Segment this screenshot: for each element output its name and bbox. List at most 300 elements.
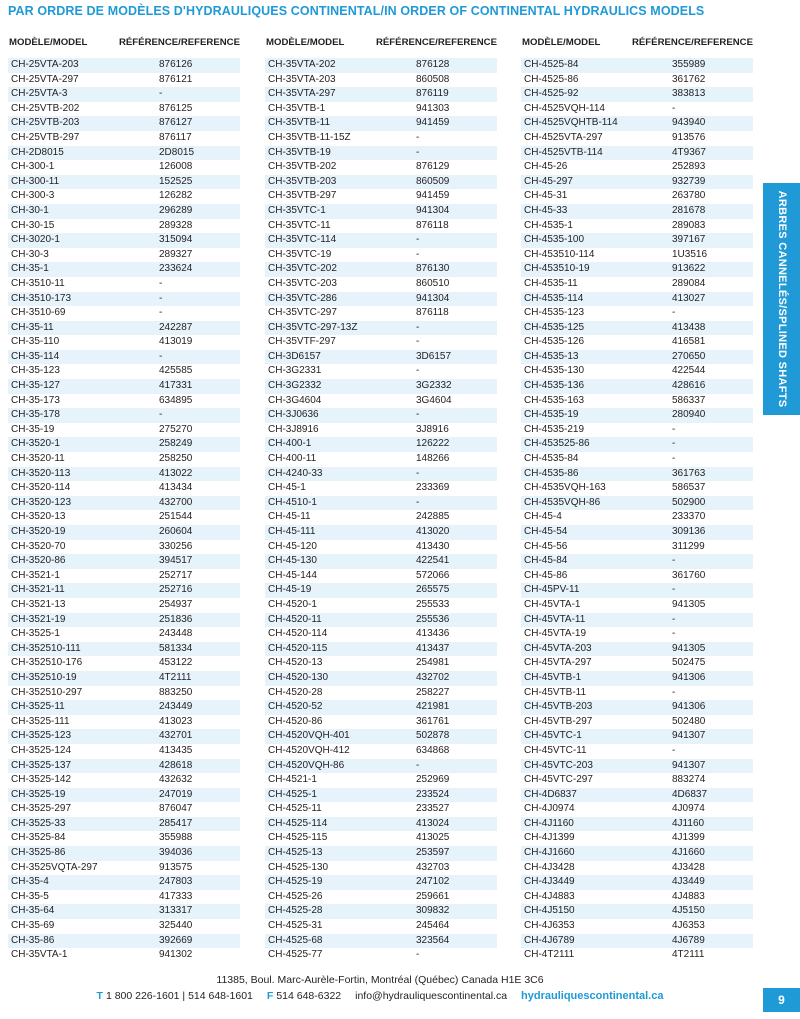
table-rows (521, 58, 753, 963)
reference-cell: 586537 (672, 482, 706, 494)
reference-cell: 432700 (159, 496, 193, 508)
model-cell: CH-453510-19 (524, 263, 590, 275)
model-cell: CH-45VTB-297 (524, 715, 593, 727)
footer-website[interactable]: hydrauliquescontinental.ca (521, 990, 664, 1002)
table-row (265, 437, 497, 452)
model-cell: CH-3510-173 (11, 292, 72, 304)
reference-cell: 254981 (416, 657, 450, 669)
table-row (265, 408, 497, 423)
reference-cell: 432702 (416, 671, 450, 683)
model-cell: CH-3525-124 (11, 744, 72, 756)
model-cell: CH-453510-114 (524, 248, 595, 260)
reference-cell: 255533 (416, 598, 450, 610)
model-cell: CH-45-11 (268, 511, 311, 523)
table-row (521, 262, 753, 277)
model-cell: CH-45-54 (524, 526, 568, 537)
reference-cell: 4J3428 (672, 861, 705, 873)
model-cell: CH-35-123 (11, 365, 60, 377)
reference-cell: 943940 (672, 117, 706, 129)
model-cell: CH-35VTC-114 (268, 234, 337, 246)
table-row (265, 116, 497, 131)
reference-cell: 258227 (416, 686, 450, 698)
reference-cell: 413434 (159, 482, 193, 494)
reference-cell: - (159, 307, 163, 319)
model-cell: CH-3521-19 (11, 613, 66, 625)
reference-cell: 413019 (159, 336, 193, 348)
model-cell: CH-25VTB-202 (11, 102, 80, 114)
table-row (521, 686, 753, 701)
reference-cell: 876119 (416, 88, 449, 100)
reference-cell: 876129 (416, 161, 450, 173)
reference-cell: 275270 (159, 423, 193, 435)
table-row (265, 248, 497, 263)
reference-cell: 289084 (672, 277, 706, 289)
model-cell: CH-30-15 (11, 219, 55, 231)
model-cell: CH-4520-28 (268, 686, 323, 698)
reference-cell: - (416, 336, 420, 348)
table-row (8, 394, 240, 409)
model-cell: CH-4525VQHTB-114 (524, 117, 618, 129)
reference-cell: 941302 (159, 949, 193, 961)
reference-cell: 941306 (672, 671, 706, 683)
model-cell: CH-453525-86 (524, 438, 590, 450)
model-cell: CH-4535-86 (524, 467, 579, 479)
reference-cell: 413024 (416, 817, 450, 829)
model-cell: CH-3D6157 (268, 350, 321, 362)
reference-cell: 932739 (672, 175, 706, 187)
reference-cell: 263780 (672, 190, 706, 202)
reference-cell: 876126 (159, 59, 193, 70)
reference-cell: 258249 (159, 438, 193, 450)
model-cell: CH-4525-11 (268, 803, 322, 815)
table-row (8, 73, 240, 88)
reference-cell: 413435 (159, 744, 193, 756)
table-row (521, 292, 753, 307)
reference-cell: 313317 (159, 905, 193, 917)
table-row (8, 627, 240, 642)
model-cell: CH-45-26 (524, 161, 568, 173)
model-cell: CH-3020-1 (11, 234, 60, 246)
reference-cell: 242885 (416, 511, 450, 523)
table-row (8, 233, 240, 248)
table-row (521, 219, 753, 234)
reference-cell: 296289 (159, 204, 193, 216)
model-cell: CH-3521-11 (11, 584, 65, 596)
table-row (8, 554, 240, 569)
model-cell: CH-35VTA-203 (268, 73, 336, 85)
reference-cell: 252893 (672, 161, 706, 173)
model-cell: CH-35-19 (11, 423, 55, 435)
model-cell: CH-4520-130 (268, 671, 329, 683)
model-cell: CH-45VTA-203 (524, 642, 592, 654)
model-cell: CH-4535-130 (524, 365, 585, 377)
reference-cell: 4J5150 (672, 905, 705, 917)
table-row (521, 481, 753, 496)
table-row (8, 773, 240, 788)
model-cell: CH-400-1 (268, 438, 312, 450)
reference-cell: 876127 (159, 117, 193, 129)
table-row (265, 919, 497, 934)
model-cell: CH-35VTB-202 (268, 161, 337, 173)
reference-cell: 941305 (672, 642, 706, 654)
reference-cell: 413430 (416, 540, 450, 552)
reference-cell: 413436 (416, 628, 450, 640)
model-cell: CH-4J1660 (524, 847, 575, 859)
table-row (8, 510, 240, 525)
model-cell: CH-35-110 (11, 336, 60, 348)
model-cell: CH-4520-11 (268, 613, 322, 625)
model-cell: CH-300-1 (11, 161, 55, 173)
table-row (265, 102, 497, 117)
model-cell: CH-45VTA-1 (524, 598, 581, 610)
table-row (521, 846, 753, 861)
reference-cell: - (416, 496, 420, 508)
table-row (8, 715, 240, 730)
model-cell: CH-352510-176 (11, 657, 83, 669)
reference-cell: 280940 (672, 409, 706, 421)
table-row (8, 919, 240, 934)
table-row (8, 904, 240, 919)
reference-cell: 259661 (416, 890, 450, 902)
table-row (521, 175, 753, 190)
model-cell: CH-4535-100 (524, 234, 585, 246)
table-row (265, 861, 497, 876)
model-cell: CH-4535-136 (524, 380, 585, 392)
reference-cell: 581334 (159, 642, 193, 654)
model-cell: CH-4525VQH-114 (524, 102, 605, 114)
reference-cell: 416581 (672, 336, 706, 348)
table-row (265, 496, 497, 511)
table-row (265, 817, 497, 832)
reference-cell: 3D6157 (416, 350, 452, 362)
reference-cell: 243448 (159, 628, 193, 640)
model-cell: CH-4535-13 (524, 350, 579, 362)
table-row (521, 233, 753, 248)
table-row (521, 73, 753, 88)
table-row (265, 554, 497, 569)
model-cell: CH-4525-77 (268, 949, 323, 961)
reference-cell: 883250 (159, 686, 193, 698)
reference-cell: 2D8015 (159, 146, 195, 158)
model-cell: CH-4J4883 (524, 890, 575, 902)
table-row (265, 948, 497, 963)
reference-cell: 4J6789 (672, 934, 705, 946)
table-row (265, 262, 497, 277)
table-row (8, 175, 240, 190)
model-cell: CH-4525-1 (268, 788, 317, 800)
reference-cell: 270650 (672, 350, 706, 362)
table-row (265, 583, 497, 598)
table-row (521, 861, 753, 876)
table-row (521, 890, 753, 905)
table-row (265, 700, 497, 715)
model-cell: CH-45PV-11 (524, 584, 580, 596)
reference-cell: - (159, 409, 163, 421)
reference-cell: 394036 (159, 847, 193, 859)
table-row (521, 525, 753, 540)
table-row (521, 934, 753, 949)
table-row (521, 729, 753, 744)
table-row (265, 729, 497, 744)
model-cell: CH-4510-1 (268, 496, 317, 508)
model-cell: CH-3G2331 (268, 365, 322, 377)
table-row (8, 671, 240, 686)
table-row (265, 394, 497, 409)
reference-cell: 148266 (416, 453, 450, 465)
reference-cell: - (159, 88, 163, 100)
table-row (8, 423, 240, 438)
reference-cell: 941459 (416, 190, 450, 202)
section-side-tab (763, 183, 800, 415)
reference-cell: 126008 (159, 161, 193, 173)
table-row (521, 394, 753, 409)
reference-cell: 4T9367 (672, 146, 706, 158)
page-title: PAR ORDRE DE MODÈLES D'HYDRAULIQUES CONTINENTAL/IN ORDER OF CONTINENTAL HYDRAULICS MODELS (8, 4, 705, 18)
reference-cell: 422541 (416, 555, 450, 567)
reference-cell: 247803 (159, 876, 193, 888)
reference-cell: 285417 (159, 817, 193, 829)
reference-cell: 876125 (159, 102, 193, 114)
model-cell: CH-4525-31 (268, 920, 323, 932)
reference-cell: 413027 (672, 292, 706, 304)
reference-cell: 265575 (416, 584, 450, 596)
model-cell: CH-35-127 (11, 380, 60, 392)
model-header: MODÈLE/MODEL (9, 37, 88, 48)
model-cell: CH-4535-219 (524, 423, 585, 435)
reference-cell: 572066 (416, 569, 450, 581)
reference-cell: 289328 (159, 219, 193, 231)
table-row (8, 525, 240, 540)
model-cell: CH-3G4604 (268, 394, 322, 406)
model-cell: CH-45VTC-297 (524, 774, 593, 786)
model-cell: CH-45VTC-11 (524, 744, 587, 756)
reference-cell: 3G4604 (416, 394, 452, 406)
model-cell: CH-35-1 (11, 263, 49, 275)
model-cell: CH-3520-19 (11, 526, 66, 537)
model-cell: CH-3520-123 (11, 496, 72, 508)
reference-cell: 253597 (416, 847, 450, 859)
table-row (8, 817, 240, 832)
reference-cell: 4D6837 (672, 788, 708, 800)
reference-cell: - (672, 744, 676, 756)
table-column-2 (265, 36, 497, 963)
table-row (521, 744, 753, 759)
model-cell: CH-4520VQH-412 (268, 744, 350, 756)
table-row (521, 554, 753, 569)
table-row (521, 904, 753, 919)
table-row (8, 408, 240, 423)
table-row (521, 189, 753, 204)
model-cell: CH-35VTB-1 (268, 102, 326, 114)
table-row (521, 306, 753, 321)
reference-cell: - (672, 423, 676, 435)
reference-cell: 4J1660 (672, 847, 705, 859)
table-row (521, 671, 753, 686)
table-row (8, 569, 240, 584)
model-cell: CH-4520-1 (268, 598, 317, 610)
reference-cell: 422544 (672, 365, 706, 377)
reference-cell: 254937 (159, 598, 193, 610)
model-cell: CH-4525-115 (268, 832, 328, 844)
model-cell: CH-3525-111 (11, 715, 70, 727)
reference-cell: 432701 (159, 730, 193, 742)
reference-cell: 355989 (672, 59, 706, 70)
model-cell: CH-4J0974 (524, 803, 575, 815)
reference-cell: 421981 (416, 701, 450, 713)
model-cell: CH-35VTC-297-13Z (268, 321, 358, 333)
model-cell: CH-3520-11 (11, 453, 65, 465)
reference-cell: 941305 (672, 598, 706, 610)
reference-cell: 860510 (416, 277, 450, 289)
table-row (521, 204, 753, 219)
table-row (521, 540, 753, 555)
model-cell: CH-4J1399 (524, 832, 575, 844)
reference-cell: 413022 (159, 467, 193, 479)
reference-cell: 325440 (159, 920, 193, 932)
reference-cell: 126222 (416, 438, 450, 450)
reference-cell: 311299 (672, 540, 705, 552)
model-cell: CH-35VTB-297 (268, 190, 337, 202)
table-row (265, 87, 497, 102)
reference-cell: - (159, 277, 163, 289)
table-row (265, 219, 497, 234)
model-cell: CH-4525-86 (524, 73, 579, 85)
table-row (521, 613, 753, 628)
table-row (265, 306, 497, 321)
table-row (521, 335, 753, 350)
model-cell: CH-35VTB-11-15Z (268, 131, 351, 143)
table-row (8, 744, 240, 759)
footer-fax: 514 648-6322 (276, 990, 342, 1002)
model-cell: CH-300-11 (11, 175, 60, 187)
model-cell: CH-3525-33 (11, 817, 66, 829)
reference-cell: 413438 (672, 321, 706, 333)
table-row (521, 583, 753, 598)
model-cell: CH-4535-125 (524, 321, 585, 333)
model-cell: CH-4D6837 (524, 788, 577, 800)
reference-cell: 941303 (416, 102, 450, 114)
reference-cell: 242287 (159, 321, 193, 333)
model-cell: CH-3521-13 (11, 598, 66, 610)
table-row (521, 510, 753, 525)
model-cell: CH-4525VTB-114 (524, 146, 603, 158)
table-row (8, 481, 240, 496)
table-column-3 (521, 36, 753, 963)
reference-cell: 876117 (159, 131, 192, 143)
model-cell: CH-4J6353 (524, 920, 575, 932)
reference-cell: 860508 (416, 73, 450, 85)
table-row (265, 788, 497, 803)
table-row (265, 744, 497, 759)
table-row (521, 350, 753, 365)
footer-contact (0, 990, 760, 1002)
model-cell: CH-4520-86 (268, 715, 323, 727)
reference-cell: 4J6353 (672, 920, 705, 932)
table-row (265, 656, 497, 671)
model-cell: CH-3525-84 (11, 832, 66, 844)
model-cell: CH-4J6789 (524, 934, 575, 946)
model-cell: CH-35VTC-19 (268, 248, 332, 260)
column-header (8, 36, 240, 50)
reference-cell: 586337 (672, 394, 706, 406)
reference-cell: - (672, 438, 676, 450)
table-row (265, 525, 497, 540)
table-row (8, 496, 240, 511)
reference-cell: - (672, 102, 676, 114)
reference-cell: 361763 (672, 467, 706, 479)
model-cell: CH-4520-13 (268, 657, 323, 669)
reference-cell: 425585 (159, 365, 193, 377)
reference-cell: 941304 (416, 204, 450, 216)
reference-cell: - (416, 321, 420, 333)
reference-cell: 233624 (159, 263, 193, 275)
table-row (8, 364, 240, 379)
model-cell: CH-4525-28 (268, 905, 323, 917)
model-cell: CH-3525-123 (11, 730, 72, 742)
table-row (265, 671, 497, 686)
table-row (8, 948, 240, 963)
model-cell: CH-3525-142 (11, 774, 72, 786)
reference-cell: 1U3516 (672, 248, 708, 260)
reference-cell: 883274 (672, 774, 706, 786)
phone-label: T (96, 990, 103, 1002)
reference-cell: 392669 (159, 934, 193, 946)
model-cell: CH-35-178 (11, 409, 60, 421)
reference-cell: 152525 (159, 175, 193, 187)
table-row (521, 408, 753, 423)
table-row (265, 189, 497, 204)
table-row (521, 116, 753, 131)
table-row (521, 700, 753, 715)
table-row (8, 540, 240, 555)
reference-cell: 233527 (416, 803, 450, 815)
reference-cell: 941459 (416, 117, 450, 129)
model-header: MODÈLE/MODEL (522, 37, 601, 48)
reference-cell: - (672, 453, 676, 465)
footer-phone: 1 800 226-1601 | 514 648-1601 (105, 990, 253, 1002)
reference-cell: 913622 (672, 263, 706, 275)
column-header (265, 36, 497, 50)
model-cell: CH-4535-123 (524, 307, 585, 319)
table-row (8, 321, 240, 336)
table-row (8, 729, 240, 744)
reference-cell: 876047 (159, 803, 193, 815)
footer-email[interactable]: info@hydrauliquescontinental.ca (355, 990, 508, 1002)
table-row (8, 934, 240, 949)
reference-cell: - (416, 409, 420, 421)
reference-cell: 417333 (159, 890, 193, 902)
table-row (521, 598, 753, 613)
table-row (265, 364, 497, 379)
model-cell: CH-35-69 (11, 920, 55, 932)
table-row (521, 423, 753, 438)
model-cell: CH-4535-1 (524, 219, 573, 231)
model-cell: CH-4J3428 (524, 861, 575, 873)
model-cell: CH-4520VQH-401 (268, 730, 350, 742)
table-row (521, 248, 753, 263)
reference-cell: - (416, 365, 420, 377)
model-cell: CH-45-19 (268, 584, 312, 596)
model-cell: CH-35VTA-1 (11, 949, 68, 961)
model-cell: CH-3J8916 (268, 423, 319, 435)
table-row (265, 146, 497, 161)
model-cell: CH-45-1 (268, 482, 306, 494)
table-row (521, 788, 753, 803)
reference-cell: 4J1399 (672, 832, 705, 844)
table-row (521, 58, 753, 73)
model-cell: CH-4535-114 (524, 292, 584, 304)
table-row (521, 817, 753, 832)
